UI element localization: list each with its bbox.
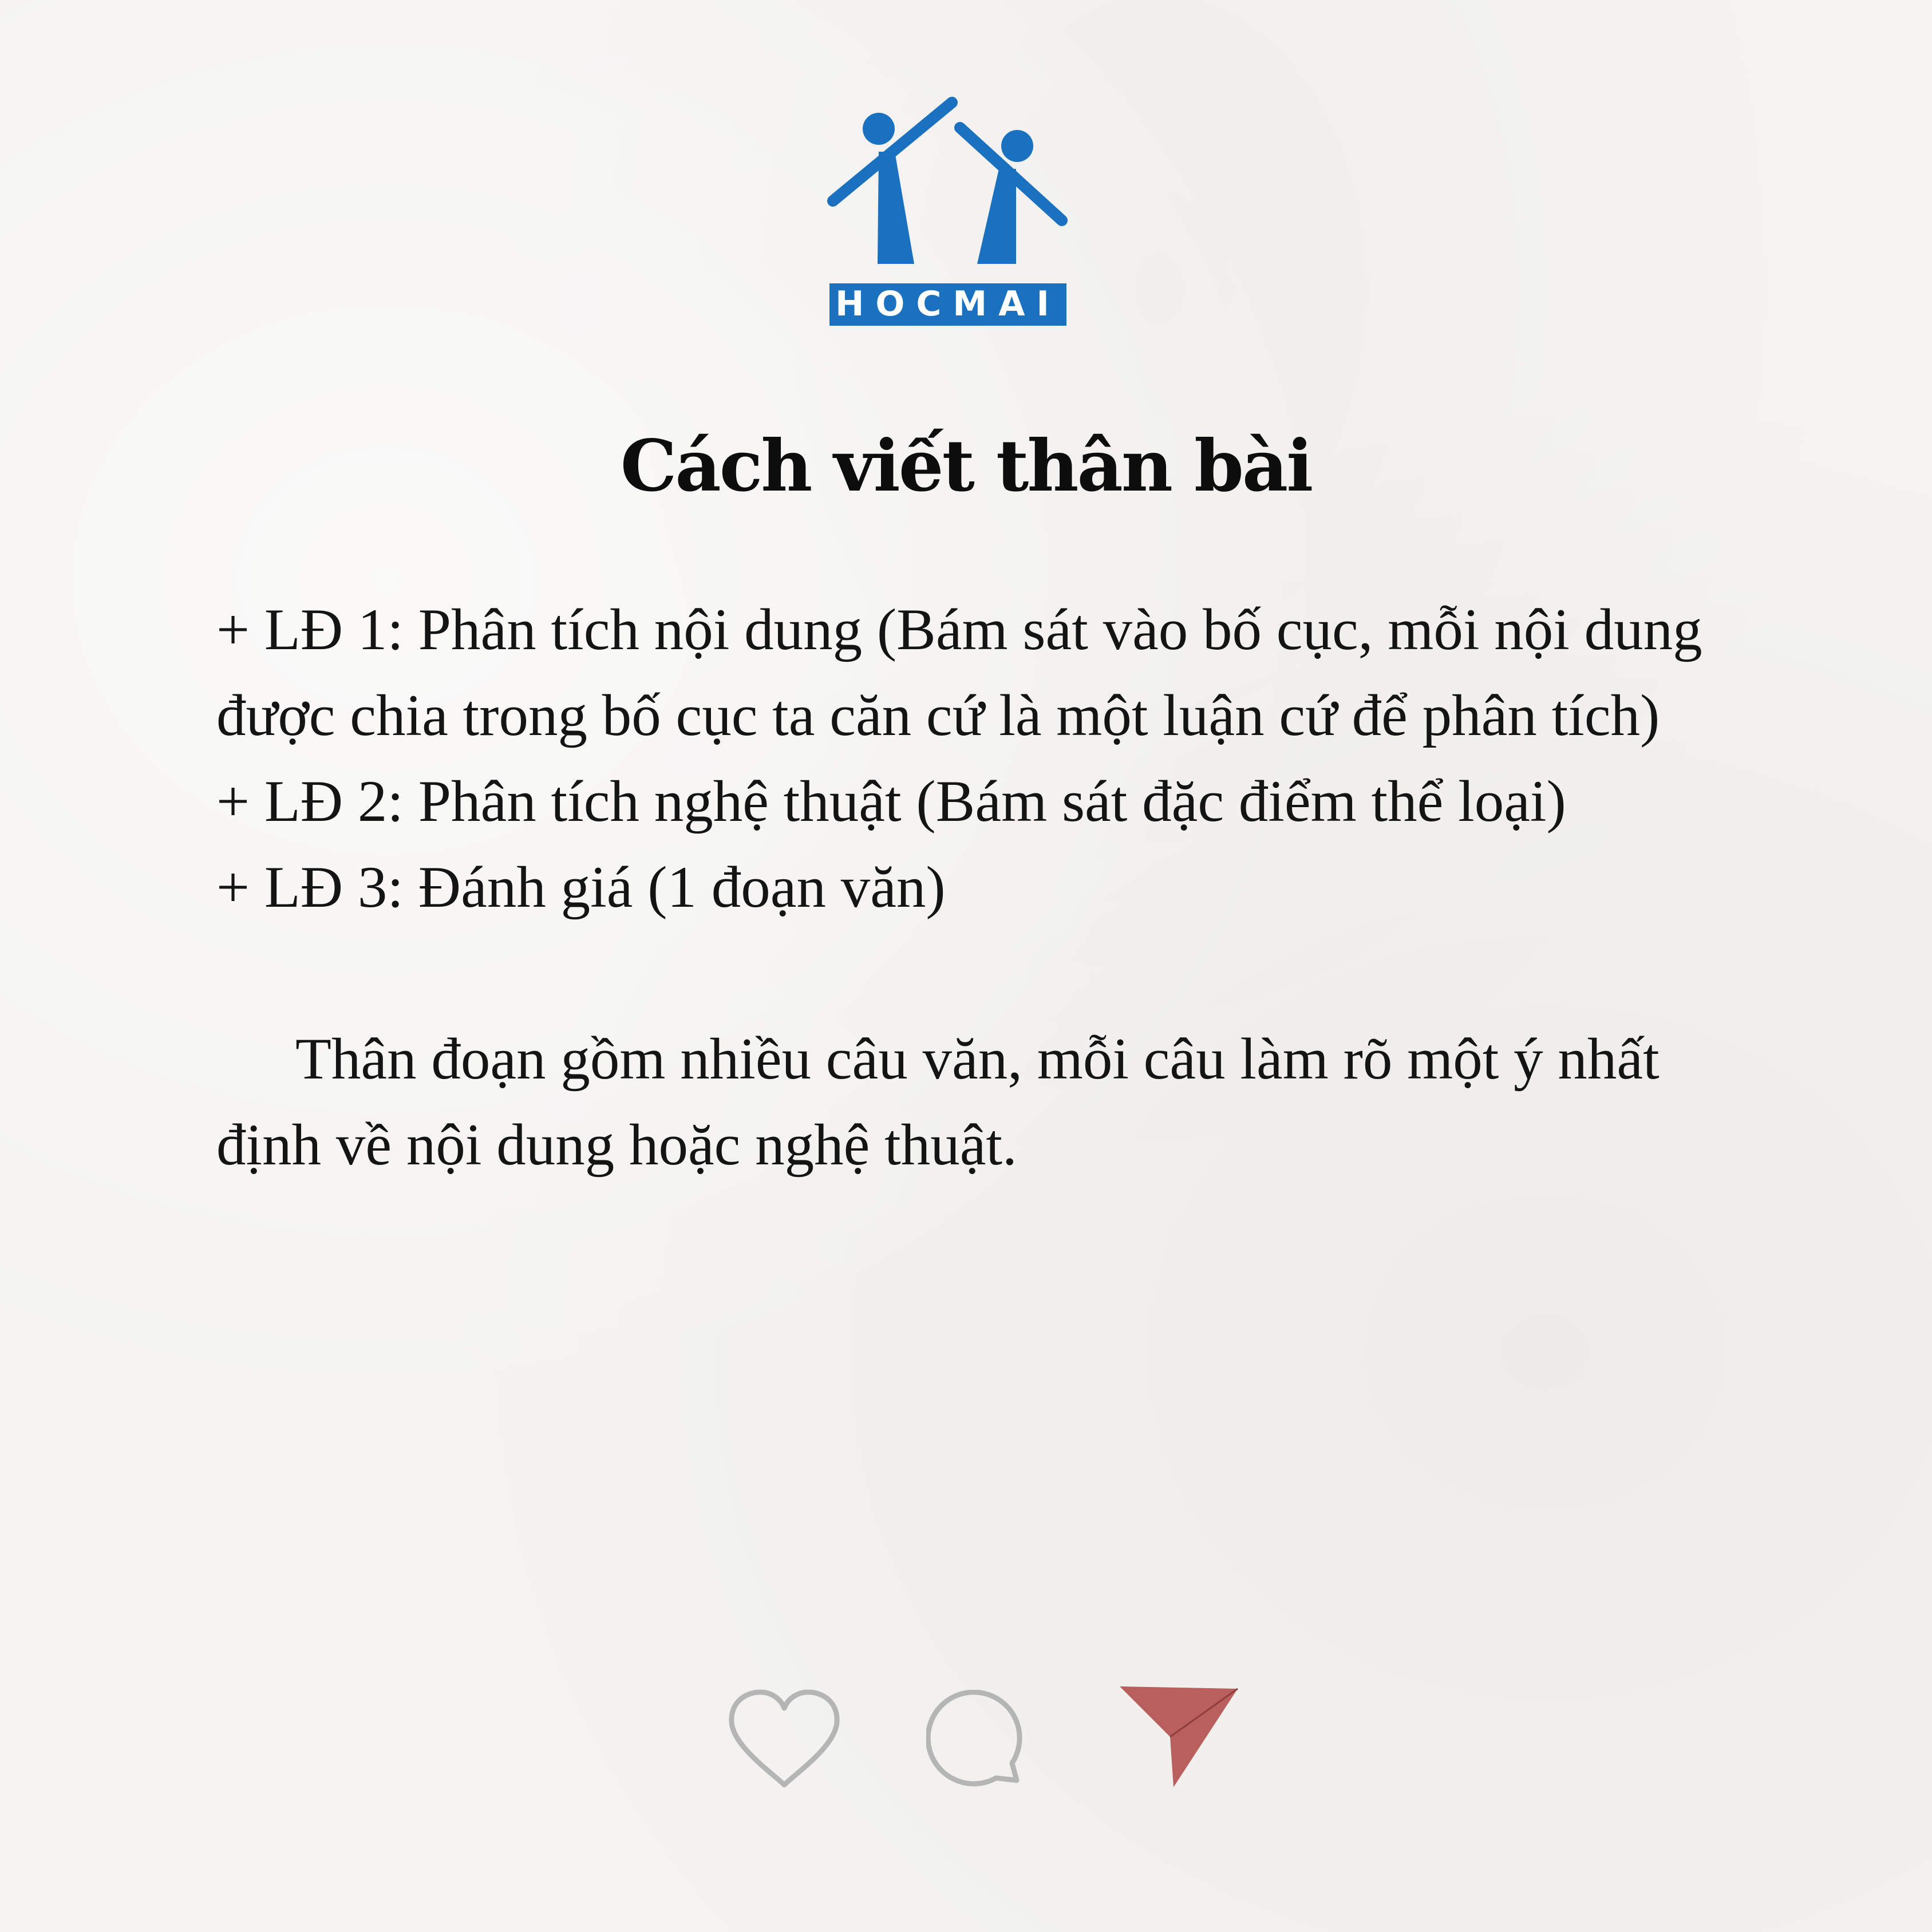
comment-icon	[926, 1690, 1029, 1793]
logo-wordmark: HOCMAI	[835, 284, 1061, 324]
comment-button[interactable]	[926, 1690, 1029, 1793]
post-title: Cách viết thân bài	[620, 425, 1312, 508]
send-icon	[1116, 1683, 1242, 1792]
bullet-item-3: + LĐ 3: Đánh giá (1 đoạn văn)	[216, 855, 946, 920]
body-paragraph: Thân đoạn gồm nhiều câu văn, mỗi câu làm rõ một ý nhất định về nội dung hoặc nghệ thuật.	[216, 1026, 1660, 1178]
like-button[interactable]	[727, 1689, 841, 1792]
hocmai-logo	[827, 94, 1068, 329]
bullet-item-2: + LĐ 2: Phân tích nghệ thuật (Bám sát đặc điểm thể loại)	[216, 769, 1566, 834]
post-body	[216, 587, 1751, 1188]
post-actions	[727, 1683, 1242, 1797]
heart-icon	[727, 1689, 841, 1792]
share-button[interactable]	[1116, 1683, 1242, 1792]
bullet-item-1: + LĐ 1: Phân tích nội dung (Bám sát vào bố cục, mỗi nội dung được chia trong bố cục ta căn cứ là một luận cứ để phân tích)	[216, 597, 1702, 748]
